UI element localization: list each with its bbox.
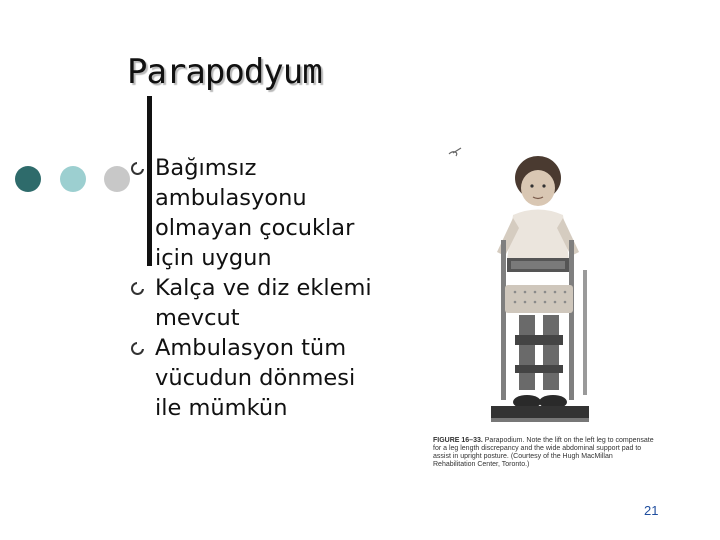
bullet-ring-icon bbox=[131, 282, 144, 295]
bullet-ring-icon bbox=[131, 342, 144, 355]
bullet-item bbox=[131, 153, 381, 273]
figure-caption-text: Parapodium. Note the lift on the left leg to compensate for a leg length discrepancy and the wide abdominal support pad to assist in upright posture. (Courtesy of the Hugh MacMillan Rehabilitation Center, Toronto.) bbox=[433, 437, 654, 468]
bullet-item bbox=[131, 273, 381, 333]
figure-caption bbox=[433, 437, 655, 469]
decor-dot-light bbox=[60, 166, 86, 192]
bullet-item bbox=[131, 333, 381, 423]
bullet-text: Bağımsız ambulasyonu olmayan çocuklar için uygun bbox=[155, 155, 355, 271]
decor-dot-dark bbox=[15, 166, 41, 192]
bullet-text: Kalça ve diz eklemi mevcut bbox=[155, 275, 372, 331]
bullet-ring-icon bbox=[131, 162, 144, 175]
slide-title: Parapodyum bbox=[127, 52, 322, 92]
parapodium-photo bbox=[433, 140, 655, 472]
figure-caption-label: FIGURE 16–33. bbox=[433, 437, 483, 444]
bullet-list bbox=[131, 153, 381, 423]
decor-dot-grey bbox=[104, 166, 130, 192]
child-in-parapodium-illustration bbox=[433, 140, 655, 440]
bullet-text: Ambulasyon tüm vücudun dönmesi ile mümkün bbox=[155, 335, 356, 421]
page-number: 21 bbox=[644, 503, 659, 518]
